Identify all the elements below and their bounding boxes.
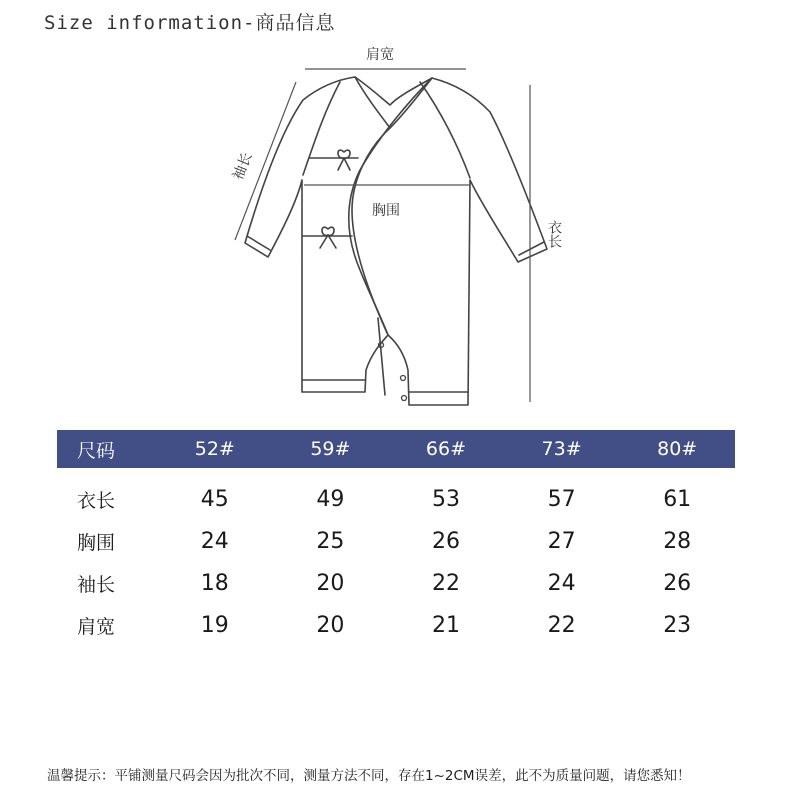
table-cell: 53 — [431, 486, 460, 512]
header-cell-80: 80# — [619, 430, 735, 468]
snap-2 — [401, 376, 406, 381]
table-cell: 57 — [547, 486, 576, 512]
table-cell: 61 — [663, 486, 692, 512]
snap-3 — [402, 396, 407, 401]
table-cell: 19 — [200, 612, 229, 638]
table-cell: 20 — [316, 612, 345, 638]
table-row — [57, 604, 735, 646]
row-label: 肩宽 — [77, 615, 116, 638]
table-cell: 26 — [663, 570, 692, 596]
row-label: 胸围 — [77, 531, 116, 554]
header-cell-59: 59# — [273, 430, 389, 468]
shoulder-label: 肩宽 — [366, 47, 394, 63]
table-cell: 28 — [663, 528, 692, 554]
measurement-note: 温馨提示：平铺测量尺码会因为批次不同，测量方法不同，存在1~2CM误差，此不为质量问题，请您悉知！ — [47, 768, 691, 784]
table-row — [57, 562, 735, 604]
table-cell: 18 — [200, 570, 229, 596]
table-cell: 26 — [431, 528, 460, 554]
page-title: Size information-商品信息 — [44, 12, 336, 34]
header-cell-52: 52# — [157, 430, 273, 468]
table-cell: 24 — [200, 528, 229, 554]
sleeve-label: 袖长 — [230, 150, 256, 183]
right-raglan-seam — [420, 82, 470, 178]
table-cell: 20 — [316, 570, 345, 596]
table-row — [57, 468, 735, 520]
bow-upper — [338, 150, 350, 170]
bow-lower — [320, 227, 336, 248]
table-cell: 25 — [316, 528, 345, 554]
header-cell-73: 73# — [504, 430, 620, 468]
table-cell: 21 — [431, 612, 460, 638]
table-header-row — [57, 430, 735, 468]
table-cell: 45 — [200, 486, 229, 512]
left-cuff — [247, 236, 270, 250]
row-label: 衣长 — [77, 489, 116, 512]
right-cuff — [519, 242, 544, 255]
row-label: 袖长 — [77, 573, 116, 596]
table-cell: 22 — [547, 612, 576, 638]
table-cell: 49 — [316, 486, 345, 512]
header-cell-size: 尺码 — [57, 430, 157, 468]
table-cell: 23 — [663, 612, 692, 638]
chest-label: 胸围 — [372, 203, 400, 219]
table-cell: 22 — [431, 570, 460, 596]
size-table — [57, 430, 735, 646]
garment-outline — [245, 77, 547, 405]
table-cell: 24 — [547, 570, 576, 596]
table-row — [57, 520, 735, 562]
wrap-front-edge — [352, 128, 390, 335]
table-cell: 27 — [547, 528, 576, 554]
snap-line — [378, 318, 385, 395]
header-cell-66: 66# — [388, 430, 504, 468]
length-label: 衣长 — [546, 220, 562, 248]
